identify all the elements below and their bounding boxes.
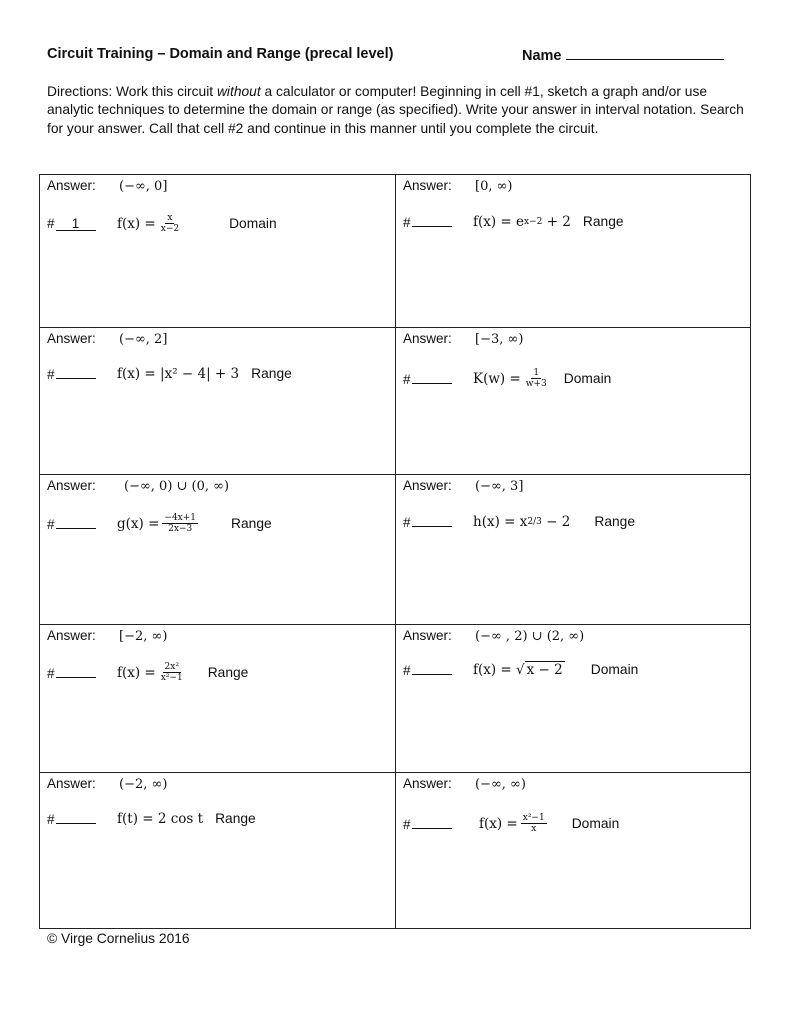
exp-base: e xyxy=(516,213,525,230)
number-prefix: # xyxy=(403,817,411,832)
name-label: Name xyxy=(522,48,562,64)
formula-lhs: f(x) = xyxy=(479,815,518,832)
circuit-cell xyxy=(396,475,751,625)
cell-number-blank[interactable] xyxy=(56,664,96,678)
answer-row xyxy=(403,331,523,347)
radical-sign: √ xyxy=(516,661,525,678)
function-formula: f(t) = 2 cos t xyxy=(117,810,204,827)
answer-label: Answer: xyxy=(403,628,452,643)
directions-emphasis: without xyxy=(216,84,261,99)
question-type: Range xyxy=(215,811,256,826)
denominator: x xyxy=(531,824,537,834)
answer-row xyxy=(403,628,584,644)
number-prefix: # xyxy=(47,517,55,532)
cell-number[interactable] xyxy=(47,664,117,681)
question-type: Domain xyxy=(563,371,612,386)
cell-number[interactable] xyxy=(47,515,117,532)
answer-value: (−2, ∞) xyxy=(119,777,168,792)
circuit-cell xyxy=(40,175,396,328)
fraction xyxy=(521,813,547,834)
answer-label: Answer: xyxy=(47,776,96,791)
number-prefix: # xyxy=(47,216,55,231)
answer-value: [0, ∞) xyxy=(475,179,513,194)
question-type: Domain xyxy=(229,216,277,231)
denominator: w+3 xyxy=(525,379,547,389)
answer-value: [−3, ∞) xyxy=(475,332,524,347)
answer-row xyxy=(47,628,167,644)
denominator: x−2 xyxy=(160,224,180,234)
function-formula xyxy=(473,368,552,389)
question-type: Range xyxy=(251,366,292,381)
answer-label: Answer: xyxy=(403,331,452,346)
problem-row xyxy=(47,513,272,534)
formula-lhs: f(x) = xyxy=(117,664,156,681)
radicand: x − 2 xyxy=(526,662,563,678)
answer-value: (−∞, ∞) xyxy=(475,777,526,792)
worksheet-title: Circuit Training – Domain and Range (precal level) xyxy=(47,46,394,62)
directions-paragraph xyxy=(47,83,747,138)
exponent: 2/3 xyxy=(527,516,542,527)
problem-row xyxy=(47,662,248,683)
fraction xyxy=(524,368,549,389)
number-prefix: # xyxy=(403,372,411,387)
number-prefix: # xyxy=(403,215,411,230)
answer-value: (−∞, 0) ∪ (0, ∞) xyxy=(124,479,230,494)
answer-label: Answer: xyxy=(47,178,96,193)
directions-text-1: Directions: Work this circuit xyxy=(47,84,217,99)
answer-value: (−∞ , 2) ∪ (2, ∞) xyxy=(475,629,585,644)
numerator: 2x² xyxy=(164,662,179,672)
cell-number-blank[interactable] xyxy=(56,810,96,824)
cell-number-blank[interactable] xyxy=(56,515,96,529)
copyright-footer: © Virge Cornelius 2016 xyxy=(47,931,190,946)
problem-row xyxy=(403,813,619,834)
problem-row xyxy=(403,368,611,389)
cell-number-blank[interactable] xyxy=(412,661,452,675)
answer-label: Answer: xyxy=(47,478,96,493)
name-field[interactable] xyxy=(522,46,724,64)
cell-number[interactable] xyxy=(403,815,479,832)
formula-lhs: f(x) = xyxy=(117,215,156,232)
circuit-cell xyxy=(396,175,751,328)
number-prefix: # xyxy=(47,367,55,382)
cell-number[interactable] xyxy=(403,661,473,678)
function-formula: f(x) = |x² − 4| + 3 xyxy=(117,365,240,382)
cell-number[interactable] xyxy=(47,365,117,382)
problem-row xyxy=(47,213,277,234)
problem-row xyxy=(47,810,256,827)
circuit-cell xyxy=(40,625,396,773)
name-blank-line[interactable] xyxy=(566,46,724,60)
circuit-cell xyxy=(396,625,751,773)
function-formula xyxy=(117,662,188,683)
exp-base: x xyxy=(519,513,528,530)
question-type: Domain xyxy=(590,662,639,677)
cell-number-blank[interactable]: 1 xyxy=(56,217,96,231)
cell-number[interactable] xyxy=(403,513,473,530)
cell-number-blank[interactable] xyxy=(56,365,96,379)
function-formula xyxy=(117,513,201,534)
circuit-cell xyxy=(40,328,396,475)
answer-label: Answer: xyxy=(47,331,96,346)
formula-tail: + 2 xyxy=(546,213,571,230)
answer-value: [−2, ∞) xyxy=(119,629,168,644)
cell-number[interactable] xyxy=(403,213,473,230)
function-formula xyxy=(117,213,184,234)
function-formula xyxy=(473,214,571,230)
denominator: 2x−3 xyxy=(168,524,193,534)
numerator: −4x+1 xyxy=(164,513,197,523)
cell-number-blank[interactable] xyxy=(412,213,452,227)
answer-label: Answer: xyxy=(403,178,452,193)
circuit-cell xyxy=(396,328,751,475)
problem-row xyxy=(47,365,292,382)
circuit-cell xyxy=(40,475,396,625)
fraction xyxy=(159,213,181,234)
number-prefix: # xyxy=(47,666,55,681)
directions-text-2: a calculator or computer! Beginning in cell #1, sketch a graph and/or use analytic techniques to determine the domain or range (as specified). Write your answer in interval notation. Search for your answer. Call that cell #2 and continue in this manner until you complete the circuit. xyxy=(47,84,744,136)
problem-row xyxy=(403,513,635,530)
cell-number[interactable] xyxy=(47,810,117,827)
cell-number[interactable] xyxy=(47,216,117,231)
function-formula xyxy=(479,813,550,834)
number-prefix: # xyxy=(47,812,55,827)
answer-label: Answer: xyxy=(403,478,452,493)
formula-lhs: f(x) = xyxy=(473,213,512,230)
cell-number-blank[interactable] xyxy=(412,370,452,384)
exponent: x−2 xyxy=(524,216,543,227)
answer-label: Answer: xyxy=(403,776,452,791)
answer-row xyxy=(47,331,167,347)
question-type: Range xyxy=(231,516,272,531)
question-type: Range xyxy=(582,214,624,229)
question-type: Domain xyxy=(571,816,620,831)
formula-lhs: K(w) = xyxy=(473,370,521,387)
circuit-grid xyxy=(39,174,751,929)
denominator: x²−1 xyxy=(160,673,183,683)
answer-row xyxy=(47,178,167,194)
formula-tail: − 2 xyxy=(546,513,571,530)
formula-lhs: h(x) = xyxy=(473,513,516,530)
answer-row xyxy=(403,478,523,494)
numerator: x xyxy=(167,213,173,223)
number-prefix: # xyxy=(403,663,411,678)
problem-row xyxy=(403,213,624,230)
number-prefix: # xyxy=(403,515,411,530)
function-formula xyxy=(473,661,565,678)
answer-value: (−∞, 0] xyxy=(119,179,168,194)
answer-row xyxy=(47,776,167,792)
cell-number-blank[interactable] xyxy=(412,513,452,527)
function-formula xyxy=(473,514,570,530)
problem-row xyxy=(403,661,638,678)
numerator: 1 xyxy=(533,368,540,378)
formula-lhs: g(x) = xyxy=(117,515,160,532)
answer-label: Answer: xyxy=(47,628,96,643)
cell-number-blank[interactable] xyxy=(412,815,452,829)
answer-row xyxy=(47,478,229,494)
answer-value: (−∞, 2] xyxy=(119,332,168,347)
question-type: Range xyxy=(594,514,636,529)
answer-row xyxy=(403,178,513,194)
answer-row xyxy=(403,776,526,792)
question-type: Range xyxy=(207,665,249,680)
cell-number[interactable] xyxy=(403,370,473,387)
formula-lhs: f(x) = xyxy=(473,661,512,678)
circuit-cell xyxy=(40,773,396,929)
numerator: x²−1 xyxy=(522,813,545,823)
answer-value: (−∞, 3] xyxy=(475,479,524,494)
fraction xyxy=(162,513,198,534)
fraction xyxy=(159,662,185,683)
circuit-cell xyxy=(396,773,751,929)
